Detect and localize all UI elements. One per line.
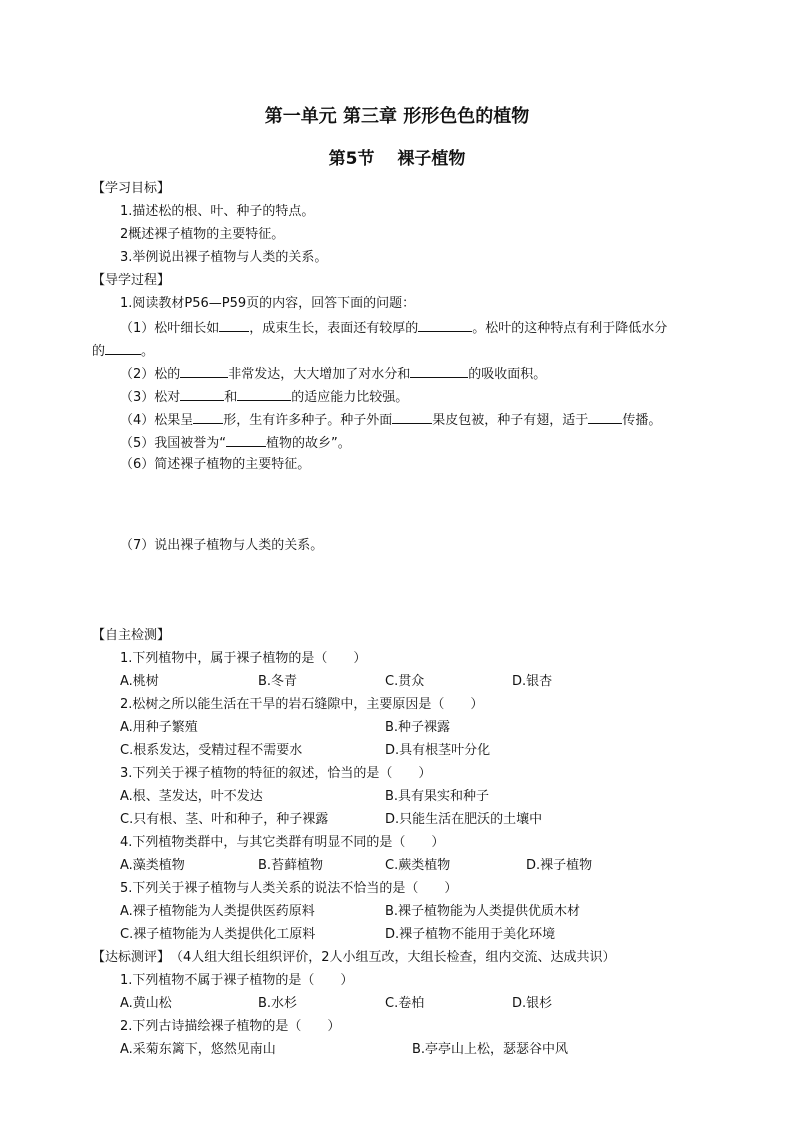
mc-option[interactable]: C.根系发达，受精过程不需要水 xyxy=(120,743,303,758)
page-title: 第一单元 第三章 形形色色的植物 xyxy=(264,106,530,127)
question-2 xyxy=(120,364,546,384)
mc-option[interactable]: D.裸子植物不能用于美化环境 xyxy=(385,927,556,942)
answer-blank[interactable] xyxy=(193,410,223,424)
question-7: （7）说出裸子植物与人类的关系。 xyxy=(120,538,324,553)
goals-header: 【学习目标】 xyxy=(92,181,171,196)
mc-option[interactable]: D.裸子植物 xyxy=(526,858,593,873)
mc-option[interactable]: A.桃树 xyxy=(120,674,159,689)
mc-option[interactable]: B.种子裸露 xyxy=(385,720,451,735)
mc-option[interactable]: A.裸子植物能为人类提供医药原料 xyxy=(120,904,315,919)
mc-option[interactable]: C.只有根、茎、叶和种子，种子裸露 xyxy=(120,812,329,827)
question-1 xyxy=(120,318,667,338)
process-header: 【导学过程】 xyxy=(92,273,171,288)
goal-item: 3.举例说出裸子植物与人类的关系。 xyxy=(120,250,328,265)
mc-question: 2.松树之所以能生活在干旱的岩石缝隙中，主要原因是（ ） xyxy=(120,697,484,712)
mc-option[interactable]: D.银杉 xyxy=(512,996,553,1011)
mc-question: 2.下列古诗描绘裸子植物的是（ ） xyxy=(120,1019,341,1034)
mc-option[interactable]: A.采菊东篱下，悠然见南山 xyxy=(120,1042,276,1057)
question-text: 植物的故乡”。 xyxy=(266,436,351,451)
answer-blank[interactable] xyxy=(392,410,432,424)
mc-option[interactable]: B.苔藓植物 xyxy=(258,858,324,873)
mc-option[interactable]: D.银杏 xyxy=(512,674,553,689)
answer-blank[interactable] xyxy=(105,341,141,355)
question-6: （6）简述裸子植物的主要特征。 xyxy=(120,457,311,472)
answer-blank[interactable] xyxy=(237,387,291,401)
question-text: 的吸收面积。 xyxy=(468,367,547,382)
goal-item: 2概述裸子植物的主要特征。 xyxy=(120,227,285,242)
answer-blank[interactable] xyxy=(226,433,266,447)
mc-option[interactable]: B.亭亭山上松，瑟瑟谷中风 xyxy=(412,1042,569,1057)
mc-option[interactable]: B.水杉 xyxy=(258,996,298,1011)
goal-item: 1.描述松的根、叶、种子的特点。 xyxy=(120,204,315,219)
answer-blank[interactable] xyxy=(180,387,224,401)
question-3 xyxy=(120,387,408,407)
mc-option[interactable]: D.只能生活在肥沃的土壤中 xyxy=(385,812,543,827)
question-text: 果皮包被，种子有翅，适于 xyxy=(432,413,589,428)
question-text: 的适应能力比较强。 xyxy=(291,390,409,405)
answer-blank[interactable] xyxy=(180,364,228,378)
question-text: （1）松叶细长如 xyxy=(120,321,220,336)
mc-option[interactable]: A.用种子繁殖 xyxy=(120,720,198,735)
mc-option[interactable]: C.裸子植物能为人类提供化工原料 xyxy=(120,927,316,942)
question-text: （4）松果呈 xyxy=(120,413,194,428)
mc-option[interactable]: B.裸子植物能为人类提供优质木材 xyxy=(385,904,581,919)
question-text: 非常发达，大大增加了对水分和 xyxy=(228,367,411,382)
section-subtitle: 第5节 裸子植物 xyxy=(328,149,466,169)
mc-option[interactable]: A.藻类植物 xyxy=(120,858,185,873)
mc-option[interactable]: C.卷柏 xyxy=(385,996,425,1011)
process-intro: 1.阅读教材P56—P59页的内容，回答下面的问题： xyxy=(120,296,416,311)
question-4 xyxy=(120,410,661,430)
assessment-header: 【达标测评】 xyxy=(92,950,171,965)
answer-blank[interactable] xyxy=(588,410,622,424)
question-text: 。松叶的这种特点有利于降低水分 xyxy=(472,321,668,336)
mc-option[interactable]: A.根、茎发达，叶不发达 xyxy=(120,789,263,804)
mc-option[interactable]: A.黄山松 xyxy=(120,996,172,1011)
question-1-cont xyxy=(92,341,154,361)
assessment-note: （4人组大组长组织评价，2人小组互改，大组长检查，组内交流、达成共识） xyxy=(170,950,616,965)
question-5 xyxy=(120,433,351,453)
mc-question: 1.下列植物不属于裸子植物的是（ ） xyxy=(120,973,354,988)
question-text: （2）松的 xyxy=(120,367,181,382)
answer-blank[interactable] xyxy=(418,318,472,332)
answer-blank[interactable] xyxy=(219,318,249,332)
question-text: 和 xyxy=(224,390,238,405)
mc-question: 4.下列植物类群中，与其它类群有明显不同的是（ ） xyxy=(120,835,445,850)
question-text: 形，生有许多种子。种子外面 xyxy=(223,413,393,428)
mc-question: 5.下列关于裸子植物与人类关系的说法不恰当的是（ ） xyxy=(120,881,458,896)
mc-option[interactable]: B.冬青 xyxy=(258,674,298,689)
mc-option[interactable]: B.具有果实和种子 xyxy=(385,789,490,804)
mc-question: 1.下列植物中，属于裸子植物的是（ ） xyxy=(120,651,367,666)
answer-blank[interactable] xyxy=(410,364,468,378)
mc-option[interactable]: C.贯众 xyxy=(385,674,425,689)
mc-option[interactable]: D.具有根茎叶分化 xyxy=(385,743,491,758)
question-text: 。 xyxy=(141,344,155,359)
question-text: 的 xyxy=(92,344,106,359)
assessment-line xyxy=(92,949,616,967)
self-check-header: 【自主检测】 xyxy=(92,628,171,643)
question-text: 传播。 xyxy=(622,413,662,428)
question-text: （3）松对 xyxy=(120,390,181,405)
mc-option[interactable]: C.蕨类植物 xyxy=(385,858,451,873)
question-text: ，成束生长，表面还有较厚的 xyxy=(249,321,419,336)
mc-question: 3.下列关于裸子植物的特征的叙述，恰当的是（ ） xyxy=(120,766,432,781)
question-text: （5）我国被誉为“ xyxy=(120,436,227,451)
